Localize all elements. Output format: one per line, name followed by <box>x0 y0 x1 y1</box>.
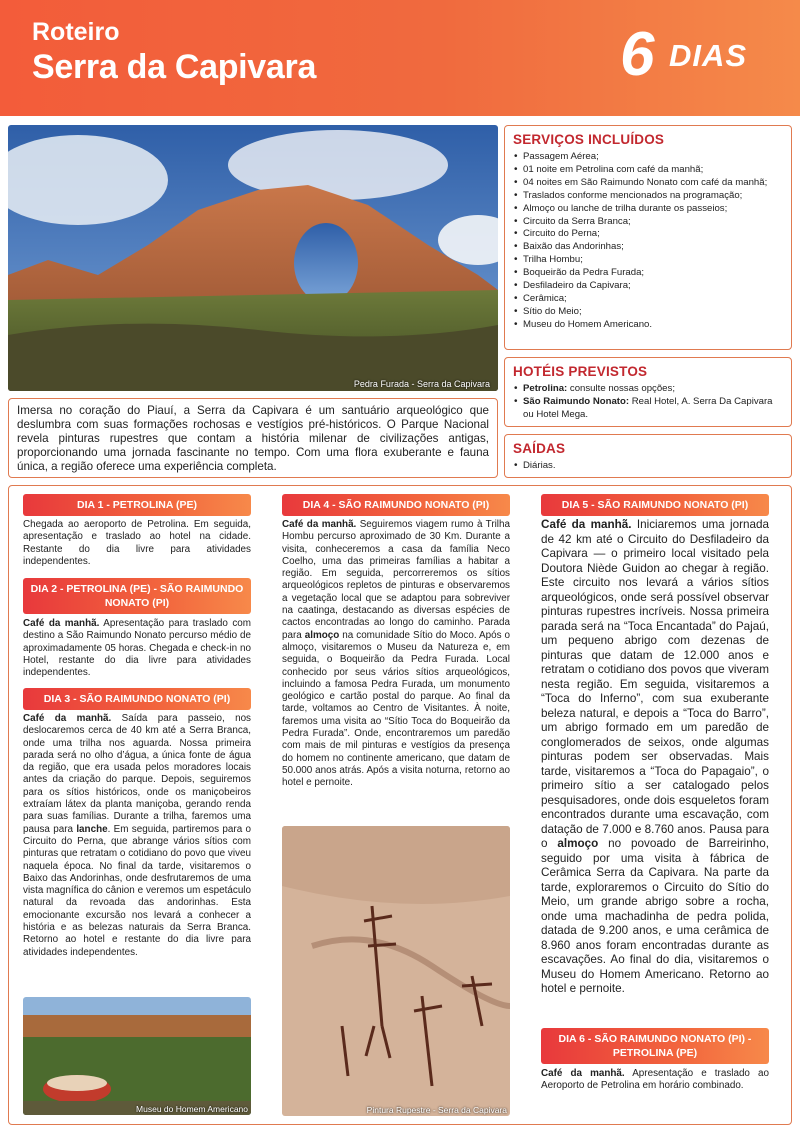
hotel-city: São Raimundo Nonato: <box>523 395 630 407</box>
day-6-body: Apresentação e traslado ao Aeroporto de Petrolina em horário combinado. <box>541 1068 769 1092</box>
services-box <box>504 125 792 350</box>
day-3-bold: lanche <box>76 823 108 835</box>
list-item <box>513 396 783 422</box>
list-item: • Museu do Homem Americano. <box>513 319 783 332</box>
hotel-text: Real Hotel, A. Serra Da Capivara ou Hotel Mega. <box>523 395 773 420</box>
day-3-title: DIA 3 - SÃO RAIMUNDO NONATO (PI) <box>23 688 251 710</box>
museum-photo <box>23 997 251 1115</box>
services-title: SERVIÇOS INCLUÍDOS <box>513 132 665 147</box>
day-6-text <box>541 1068 769 1093</box>
list-item <box>513 383 783 396</box>
departures-box <box>504 434 792 478</box>
hotels-box <box>504 357 792 427</box>
day-2-body: Apresentação para traslado com destino a São Raimundo Nonato percurso médio de aproximadamente 05 horas. Chegada e check-in no Hotel, restante do dia livre para atividades independentes. <box>23 618 251 679</box>
list-item: • Circuito da Serra Branca; <box>513 216 783 229</box>
hotel-text: consulte nossas opções; <box>567 383 675 394</box>
hotels-title: HOTÉIS PREVISTOS <box>513 364 648 379</box>
list-item: • Passagem Aérea; <box>513 151 783 164</box>
day-6-lead: Café da manhã. <box>541 1068 625 1079</box>
day-3-body-a: Saída para passeio, nos deslocaremos cerca de 40 km até a Serra Branca, onde uma trilha nos aguarda. Nossa primeira parada será no olho d’água, a única fonte de água da região, que era usada pelos moradores locais antes da criação do parque. Depois, seguiremos para os sítios históricos, onde os maniçobeiros extraíam látex da planta maniçoba, gerando renda para suas famílias. Durante a trilha, faremos uma pausa para <box>23 713 251 835</box>
day-5-bold: almoço <box>557 837 599 850</box>
day-5-text <box>541 518 769 997</box>
list-item: • Cerâmica; <box>513 293 783 306</box>
day-2-title: DIA 2 - PETROLINA (PE) - SÃO RAIMUNDO NONATO (PI) <box>23 578 251 614</box>
list-item: • Baixão das Andorinhas; <box>513 241 783 254</box>
list-item: • Diárias. <box>513 460 783 473</box>
day-4-body-b: na comunidade Sítio do Moco. Após o almoço, visitaremos o Museu da Natureza e, em seguida, o Boqueirão da Pedra Furada. Local conhecido por seus vários sítios arqueológicos, incluindo a famosa Pedra Furada, um monumento geológico e cartão postal do parque. Ao final da tarde, voltamos ao Centro de Visitantes. À noite, faremos uma visita ao “Sítio Toca do Boqueirão da Pedra Furada”. Onde, encontraremos um paredão com mais de mil pinturas e vestígios da presença do homem no continente americano, que datam de 50.000 anos atrás. Após a visita noturna, retorno ao hotel e pernoite. <box>282 629 510 789</box>
page-header <box>0 0 800 116</box>
list-item: • Almoço ou lanche de trilha durante os passeios; <box>513 203 783 216</box>
day-5-title: DIA 5 - SÃO RAIMUNDO NONATO (PI) <box>541 494 769 516</box>
museum-caption: Museu do Homem Americano <box>136 1104 248 1114</box>
services-list <box>513 151 783 332</box>
intro-text: Imersa no coração do Piauí, a Serra da Capivara é um santuário arqueológico que deslumbra com suas formações rochosas e vestígios pré-históricos. O Parque Nacional revela pinturas rupestres que contam a história milenar de civilizações antigas, proporcionando uma jornada fascinante no tempo. Com uma flora exuberante e fauna única, a região oferece uma experiência completa. <box>8 398 498 478</box>
day-4-text <box>282 519 510 790</box>
day-2-text <box>23 618 251 679</box>
day-3-lead: Café da manhã. <box>23 713 112 724</box>
rock-art-caption: Pintura Rupestre - Serra da Capivara <box>366 1105 507 1115</box>
day-4-lead: Café da manhã. <box>282 519 357 530</box>
hotels-list <box>513 383 783 422</box>
list-item: • Trilha Hombu; <box>513 254 783 267</box>
hotel-city: Petrolina: <box>523 383 568 394</box>
departures-title: SAÍDAS <box>513 441 566 456</box>
day-5-body-b: no povoado de Barreirinho, seguido por uma visita à fábrica de Cerâmica Serra da Capivara. Na parte da tarde, exploraremos o Circuito do Sítio do Meio, um grande abrigo sobre a rocha, onde uma machadinha de pedra polida, datada de 9.200 anos, e uma cerâmica de 8.960 anos foram encontradas durante as escavações. Ao final do dia, visitaremos o Museu do Homem Americano. Retorno ao hotel e pernoite. <box>541 837 770 995</box>
list-item: • Boqueirão da Pedra Furada; <box>513 267 783 280</box>
days-number: 6 <box>620 20 655 89</box>
pedra-furada-photo <box>8 125 498 391</box>
day-2-lead: Café da manhã. <box>23 618 100 629</box>
day-1-title: DIA 1 - PETROLINA (PE) <box>23 494 251 516</box>
header-subtitle: Roteiro <box>32 18 120 46</box>
day-6-title: DIA 6 - SÃO RAIMUNDO NONATO (PI) - PETROLINA (PE) <box>541 1028 769 1064</box>
header-title: Serra da Capivara <box>32 48 317 86</box>
list-item: • 04 noites em São Raimundo Nonato com café da manhã; <box>513 177 783 190</box>
list-item: • Desfiladeiro da Capivara; <box>513 280 783 293</box>
day-3-text <box>23 713 251 959</box>
day-5-lead: Café da manhã. <box>541 518 632 531</box>
list-item: • 01 noite em Petrolina com café da manhã; <box>513 164 783 177</box>
day-4-bold: almoço <box>304 629 340 641</box>
rock-art-photo <box>282 826 510 1116</box>
day-1-text: Chegada ao aeroporto de Petrolina. Em seguida, apresentação e traslado ao hotel na cidade. Restante do dia livre para atividades independentes. <box>23 519 251 567</box>
list-item: • Traslados conforme mencionados na programação; <box>513 190 783 203</box>
day-3-body-b: . Em seguida, partiremos para o Circuito do Perna, que abrange vários sítios com pinturas que retratam o cotidiano do povo que viveu naquela época. No final da tarde, visitaremos o Baixo das Andorinhas, onde desfrutaremos de uma vista magnífica do cânion e veremos um espetáculo natural da revoada das andorinhas. Esta emocionante excursão nos levará a conhecer a história e as belezas naturais da Serra Branca. Retorno ao hotel e restante do dia livre para atividades independentes. <box>23 823 251 958</box>
list-item: • Circuito do Perna; <box>513 228 783 241</box>
departures-list <box>513 460 783 473</box>
days-label: DIAS <box>669 38 748 73</box>
day-4-title: DIA 4 - SÃO RAIMUNDO NONATO (PI) <box>282 494 510 516</box>
main-photo-caption: Pedra Furada - Serra da Capivara <box>353 379 490 389</box>
day-5-body-a: Iniciaremos uma jornada de 42 km até o Circuito do Desfiladeiro da Capivara — o primeiro local visitado pela Doutora Niède Guidon ao chegar à região. Este circuito nos levará a vários sítios arqueológicos, onde será possível observar pinturas rupestres incríveis. Nossa primeira parada será na “Toca Encantada” do Pajaú, um pequeno abrigo com dezenas de pinturas que datam de 12.000 anos e retratam o cotidiano dos povos que viveram nesta região. Em seguida, visitaremos a “Toca do Inferno”, com sua exuberante beleza natural, e depois a “Toca do Barro”, um abrigo formado em um paredão de conglomerados de seixos, onde algumas pinturas podem ser observadas. Mais tarde, visitaremos a “Toca do Papagaio”, o primeiro sítio a ser catalogado pelos pesquisadores, onde dois esqueletos foram encontrados durante uma escavação, com datação de 7.000 e 8.760 anos. Pausa para o <box>541 518 769 850</box>
list-item: • Sítio do Meio; <box>513 306 783 319</box>
day-4-body-a: Seguiremos viagem rumo à Trilha Hombu percurso aproximado de 30 Km. Durante a visita, conheceremos a casa da família Neco Coelho, uma das primeiras famílias a habitar a região. Em seguida, percorreremos os sítios arqueológicos repletos de pinturas e observaremos a vegetação local que se adaptou para sobreviver na caatinga, destacando as diversas espécies de cactos encontradas ao longo do caminho. Parada para <box>282 519 510 641</box>
